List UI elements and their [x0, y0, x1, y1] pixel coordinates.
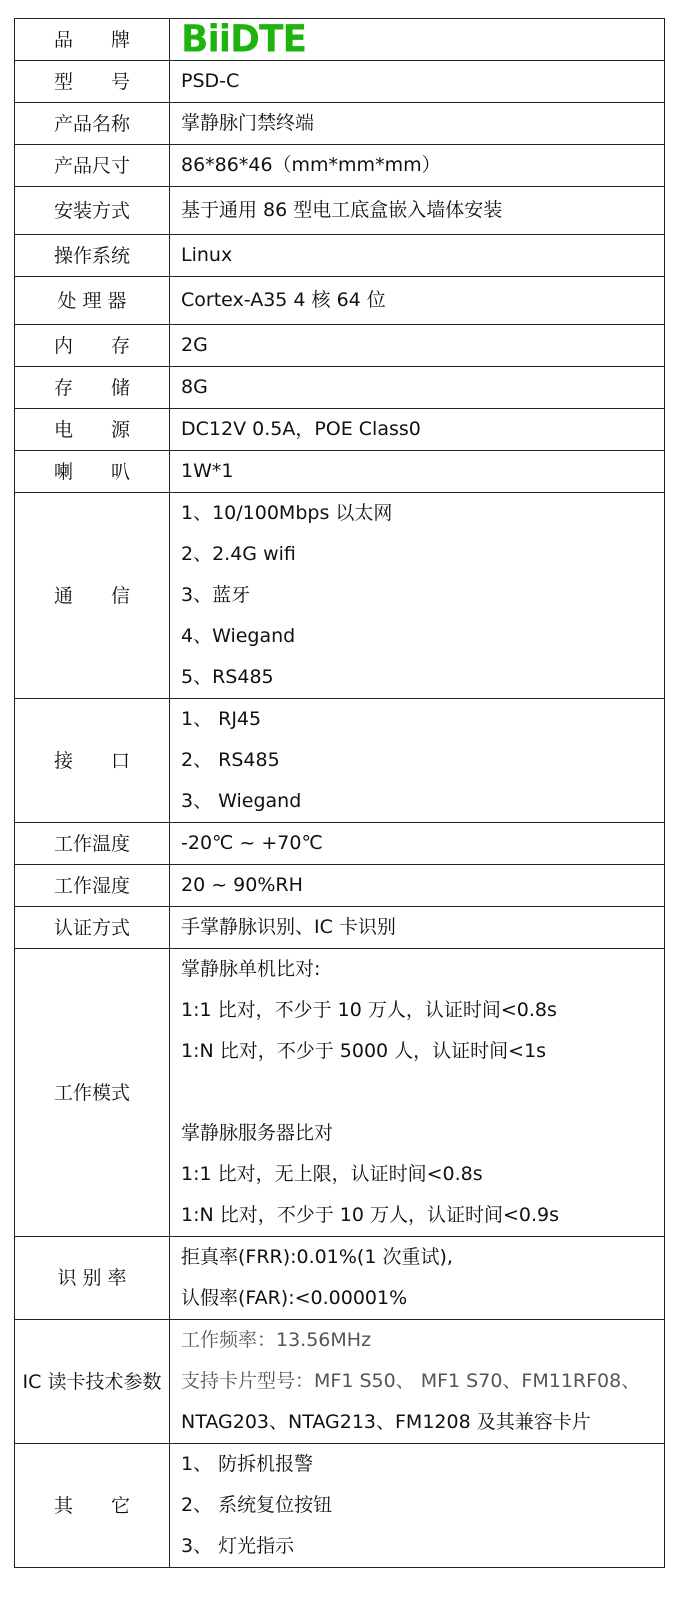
- value-line: 1:N 比对，不少于 10 万人，认证时间<0.9s: [181, 1204, 560, 1226]
- table-row: [15, 1320, 665, 1444]
- table-row: [15, 451, 665, 493]
- row-label: 型 号: [15, 61, 170, 103]
- value-line: -20℃ ~ +70℃: [181, 832, 323, 854]
- row-label: 品 牌: [15, 19, 170, 61]
- value-line: 掌静脉门禁终端: [181, 112, 315, 134]
- value-line: 认假率(FAR):<0.00001%: [181, 1287, 408, 1309]
- table-row: [15, 187, 665, 235]
- value-line: [181, 1072, 664, 1113]
- value-line: 3、 Wiegand: [181, 790, 302, 812]
- row-label: 操作系统: [15, 235, 170, 277]
- row-label: 接 口: [15, 699, 170, 823]
- row-label: 工作湿度: [15, 865, 170, 907]
- value-line: 2、2.4G wifi: [181, 543, 296, 565]
- row-value: [170, 865, 665, 907]
- row-value: [170, 235, 665, 277]
- row-label: 认证方式: [15, 907, 170, 949]
- row-value: [170, 409, 665, 451]
- table-row: [15, 145, 665, 187]
- row-label: 电 源: [15, 409, 170, 451]
- value-line: DC12V 0.5A，POE Class0: [181, 418, 421, 440]
- row-label: 产品尺寸: [15, 145, 170, 187]
- row-label: 产品名称: [15, 103, 170, 145]
- row-value: [170, 493, 665, 699]
- row-value: [170, 277, 665, 325]
- table-row: [15, 699, 665, 823]
- row-label: 其 它: [15, 1444, 170, 1568]
- table-row: [15, 277, 665, 325]
- value-line: NTAG203、NTAG213、FM1208 及其兼容卡片: [181, 1411, 591, 1433]
- row-label: 工作温度: [15, 823, 170, 865]
- row-value: [170, 367, 665, 409]
- value-line: 1、 RJ45: [181, 708, 262, 730]
- ic-label: IC 读卡技术参数: [22, 1370, 162, 1393]
- table-row: [15, 1444, 665, 1568]
- row-label: 存 储: [15, 367, 170, 409]
- row-value: [170, 103, 665, 145]
- row-value: [170, 1237, 665, 1320]
- value-line: 2、 系统复位按钮: [181, 1494, 333, 1516]
- table-row: [15, 235, 665, 277]
- table-row: [15, 823, 665, 865]
- brand-cell: [170, 19, 665, 61]
- row-label: [15, 1320, 170, 1444]
- value-line: 86*86*46（mm*mm*mm）: [181, 154, 441, 176]
- row-label: 处 理 器: [15, 277, 170, 325]
- value-line: 1:1 比对，无上限，认证时间<0.8s: [181, 1163, 483, 1185]
- table-row: [15, 907, 665, 949]
- row-label: 通 信: [15, 493, 170, 699]
- value-line: Cortex-A35 4 核 64 位: [181, 289, 386, 311]
- value-line: 2、 RS485: [181, 749, 280, 771]
- table-row: [15, 949, 665, 1237]
- row-value: [170, 1444, 665, 1568]
- brand-logo: BiiDTE: [181, 17, 307, 61]
- value-line: 20 ~ 90%RH: [181, 874, 303, 896]
- row-label: 安装方式: [15, 187, 170, 235]
- table-row: [15, 325, 665, 367]
- row-label: 识 别 率: [15, 1237, 170, 1320]
- row-label: 工作模式: [15, 949, 170, 1237]
- row-value: [170, 61, 665, 103]
- value-line: 3、蓝牙: [181, 584, 251, 606]
- row-label: 内 存: [15, 325, 170, 367]
- row-label: 喇 叭: [15, 451, 170, 493]
- table-row: [15, 409, 665, 451]
- row-value: [170, 187, 665, 235]
- value-line: 工作频率：13.56MHz: [181, 1329, 372, 1351]
- row-value: [170, 823, 665, 865]
- table-row: [15, 367, 665, 409]
- value-line: 支持卡片型号：MF1 S50、 MF1 S70、FM11RF08、: [181, 1370, 641, 1392]
- value-line: 1、10/100Mbps 以太网: [181, 502, 393, 524]
- value-line: 手掌静脉识别、IC 卡识别: [181, 916, 396, 938]
- value-line: 8G: [181, 376, 208, 398]
- row-value: [170, 145, 665, 187]
- value-line: PSD-C: [181, 70, 240, 92]
- value-line: 基于通用 86 型电工底盒嵌入墙体安装: [181, 199, 503, 221]
- value-line: 拒真率(FRR):0.01%(1 次重试),: [181, 1246, 453, 1268]
- row-value: [170, 949, 665, 1237]
- table-row: [15, 493, 665, 699]
- value-line: 4、Wiegand: [181, 625, 296, 647]
- value-line: 掌静脉服务器比对: [181, 1122, 334, 1144]
- row-value: [170, 699, 665, 823]
- value-line: 1W*1: [181, 460, 234, 482]
- row-value: [170, 1320, 665, 1444]
- spec-table: [14, 18, 665, 1568]
- value-line: 1:N 比对，不少于 5000 人，认证时间<1s: [181, 1040, 547, 1062]
- row-value: [170, 907, 665, 949]
- value-line: Linux: [181, 244, 233, 266]
- table-row: [15, 103, 665, 145]
- value-line: 掌静脉单机比对:: [181, 958, 321, 980]
- row-value: [170, 325, 665, 367]
- value-line: 5、RS485: [181, 666, 274, 688]
- table-row: [15, 19, 665, 61]
- value-line: 3、 灯光指示: [181, 1535, 295, 1557]
- value-line: 1:1 比对，不少于 10 万人，认证时间<0.8s: [181, 999, 557, 1021]
- value-line: 2G: [181, 334, 208, 356]
- table-row: [15, 1237, 665, 1320]
- table-row: [15, 61, 665, 103]
- value-line: 1、 防拆机报警: [181, 1453, 314, 1475]
- table-row: [15, 865, 665, 907]
- row-value: [170, 451, 665, 493]
